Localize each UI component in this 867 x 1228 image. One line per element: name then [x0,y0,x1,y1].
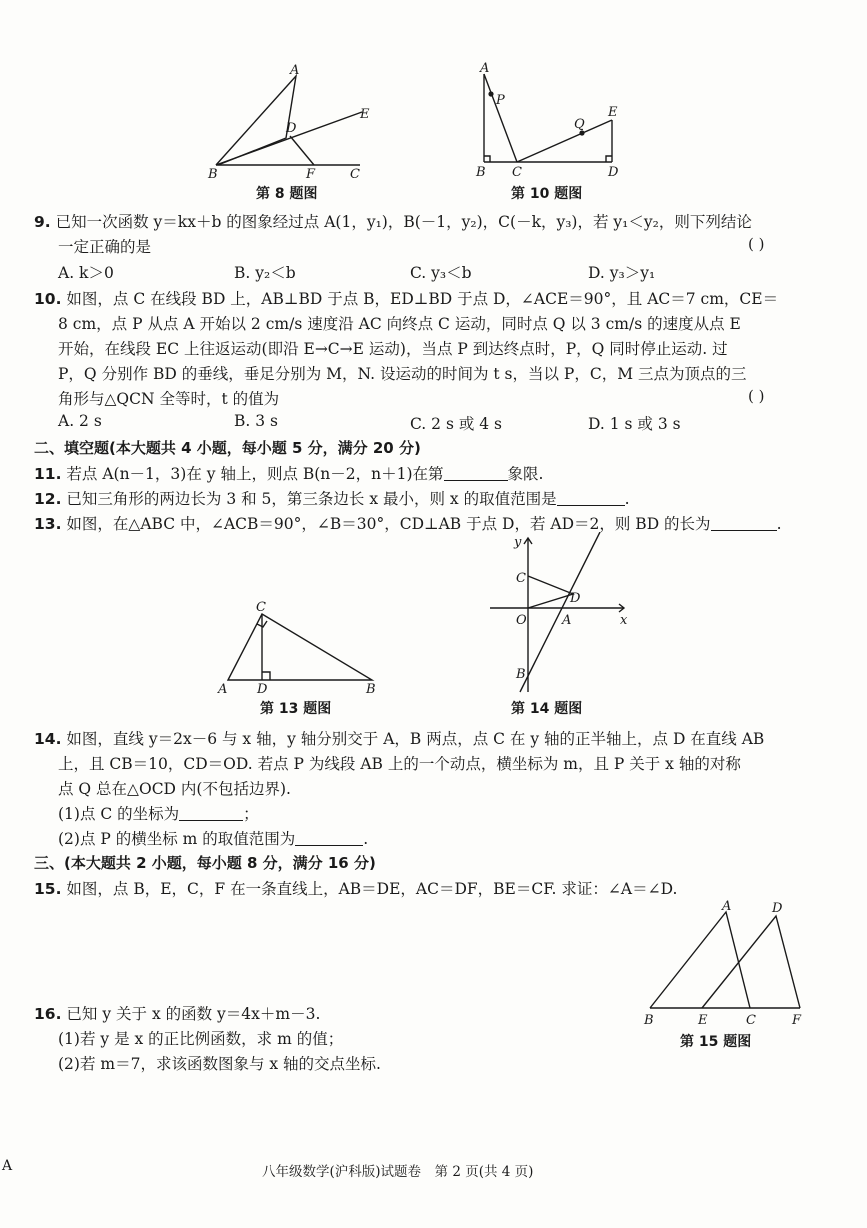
q14-text-line2: 上，且 CB＝10，CD＝OD. 若点 P 为线段 AB 上的一个动点，横坐标为 m，且 P 关于 x 轴的对称 [58,755,741,773]
fig14-label-x: x [620,613,628,628]
footer-edge-letter: A [2,1158,13,1174]
q14-sub1-end: ； [243,805,259,823]
fig8-label-a: A [290,63,300,78]
q14-line1 [34,727,764,749]
figure-15 [640,896,815,1031]
figure-13 [212,596,392,696]
q10-line1 [34,287,778,309]
q11-number: 11. [34,465,62,483]
fig8-label-e: E [360,107,370,122]
fig10-label-d: D [608,165,619,180]
fig8-label-f: F [306,167,316,182]
q11-answer-blank[interactable] [444,466,508,481]
fig10-right-angle-d [606,156,612,162]
fig13-label-b: B [366,682,376,696]
fig15-label-a: A [722,899,732,914]
q10-text-line3: 开始，在线段 EC 上往返运动(即沿 E→C→E 运动)，当点 P 到达终点时，P，Q 同时停止运动. 过 [58,340,728,358]
fig8-label-c: C [350,167,360,182]
fig13-triangle [228,614,372,680]
q11-text-a: 若点 A(n－1，3)在 y 轴上，则点 B(n－2，n＋1)在第 [66,465,444,483]
q12-text-b: . [624,490,630,508]
fig15-label-c: C [746,1013,756,1028]
fig10-label-b: B [476,165,486,180]
q15 [34,877,677,899]
fig14-line-ab [520,532,600,692]
q14-sub1 [58,802,259,824]
fig13-label-c: C [256,600,266,615]
q12-answer-blank[interactable] [557,491,625,506]
fig15-label-e: E [698,1013,708,1028]
q11-text-b: 象限. [507,465,544,483]
q10-text-line5: 角形与△QCN 全等时，t 的值为 [58,390,280,408]
q9-number: 9. [34,213,51,231]
q14-text-line3: 点 Q 总在△OCD 内(不包括边界). [58,780,291,798]
q10-option-c: C. 2 s 或 4 s [410,415,503,433]
fig10-label-q: Q [574,117,585,132]
fig8-label-b: B [208,167,218,182]
q14-text-line1: 如图，直线 y＝2x－6 与 x 轴，y 轴分别交于 A，B 两点，点 C 在 y 轴的正半轴上，点 D 在直线 AB [66,730,765,748]
q13 [34,512,782,534]
q12 [34,487,630,509]
figure-8 [200,60,380,185]
fig14-label-c: C [516,571,526,586]
q10-answer-paren: ( ) [748,387,765,405]
fig14-label-y: y [514,535,522,550]
fig10-label-c: C [512,165,522,180]
fig15-triangle-abc [650,912,750,1008]
q9-answer-paren: ( ) [748,235,765,253]
q10-option-d: D. 1 s 或 3 s [588,415,681,433]
q10-text-line2: 8 cm，点 P 从点 A 开始以 2 cm/s 速度沿 AC 向终点 C 运动，同时点 Q 以 3 cm/s 的速度从点 E [58,315,741,333]
fig13-caption: 第 13 题图 [260,701,332,717]
q14-sub1-text: (1)点 C 的坐标为 [58,805,180,823]
fig15-triangle-def [702,916,800,1008]
fig15-label-b: B [644,1013,654,1028]
fig8-caption: 第 8 题图 [256,186,318,202]
fig15-caption: 第 15 题图 [680,1034,752,1050]
q16-text: 已知 y 关于 x 的函数 y＝4x＋m－3. [66,1005,321,1023]
fig10-right-angle-b [484,156,490,162]
q14-number: 14. [34,730,62,748]
q11 [34,462,543,484]
q14-sub2 [58,827,368,849]
section-3-heading: 三、(本大题共 2 小题，每小题 8 分，满分 16 分) [34,854,376,872]
fig10-label-p: P [496,93,505,108]
footer-text: 八年级数学(沪科版)试题卷 第 2 页(共 4 页) [262,1164,534,1180]
fig14-triangle-ocd [528,576,573,608]
q10-text-line1: 如图，点 C 在线段 BD 上，AB⊥BD 于点 B，ED⊥BD 于点 D，∠ACE＝90°，且 AC＝7 cm，CE＝ [66,290,779,308]
q14-sub2-text: (2)点 P 的横坐标 m 的取值范围为 [58,830,296,848]
fig14-label-a: A [562,613,572,628]
section-2-heading: 二、填空题(本大题共 4 小题，每小题 5 分，满分 20 分) [34,439,421,457]
fig13-right-angle-d [262,672,270,680]
q10-text-line4: P，Q 分别作 BD 的垂线，垂足分别为 M，N. 设运动的时间为 t s，当以 P，C，M 三点为顶点的三 [58,365,747,383]
fig10-label-e: E [608,105,618,120]
q9-option-b: B. y₂＜b [234,264,296,282]
q9-text-line2: 一定正确的是 [58,238,152,256]
q14-sub2-end: . [363,830,369,848]
fig13-label-d: D [257,682,268,696]
fig14-caption: 第 14 题图 [511,701,583,717]
q9-option-d: D. y₃＞y₁ [588,264,656,282]
fig15-label-f: F [792,1013,802,1028]
q9-line1 [34,210,752,232]
q10-option-a: A. 2 s [58,412,102,430]
q16-sub1: (1)若 y 是 x 的正比例函数，求 m 的值； [58,1030,344,1048]
q16-number: 16. [34,1005,62,1023]
fig10-point-p [488,91,493,96]
q14-sub2-blank[interactable] [295,831,363,846]
q13-answer-blank[interactable] [711,516,777,531]
q16-sub2: (2)若 m＝7，求该函数图象与 x 轴的交点坐标. [58,1055,381,1073]
q13-text-a: 如图，在△ABC 中，∠ACB＝90°，∠B＝30°，CD⊥AB 于点 D，若 AD＝2，则 BD 的长为 [66,515,711,533]
q13-number: 13. [34,515,62,533]
q15-number: 15. [34,880,62,898]
fig10-segment-ac [484,74,517,162]
q9-option-c: C. y₃＜b [410,264,472,282]
fig15-label-d: D [772,901,783,916]
fig14-label-o: O [516,613,527,628]
q10-number: 10. [34,290,62,308]
fig10-caption: 第 10 题图 [511,186,583,202]
fig8-line-df [290,136,314,165]
figure-14 [482,532,632,697]
fig13-label-a: A [218,682,228,696]
fig8-label-d: D [286,121,297,136]
q12-number: 12. [34,490,62,508]
fig14-label-b: B [516,667,526,682]
fig10-label-a: A [480,61,490,76]
q10-option-b: B. 3 s [234,412,278,430]
q12-text-a: 已知三角形的两边长为 3 和 5，第三条边长 x 最小，则 x 的取值范围是 [66,490,557,508]
fig10-segment-ce [517,120,612,162]
q9-option-a: A. k＞0 [58,264,114,282]
fig14-label-d: D [570,591,581,606]
q16 [34,1002,320,1024]
fig8-triangle-side [216,76,296,165]
q14-sub1-blank[interactable] [179,806,243,821]
q15-text: 如图，点 B，E，C，F 在一条直线上，AB＝DE，AC＝DF，BE＝CF. 求证：∠A＝∠D. [66,880,678,898]
q13-text-b: . [776,515,782,533]
figure-10 [472,60,632,185]
q9-text-line1: 已知一次函数 y＝kx＋b 的图象经过点 A(1，y₁)，B(－1，y₂)，C(－k，y₃)，若 y₁＜y₂，则下列结论 [55,213,752,231]
